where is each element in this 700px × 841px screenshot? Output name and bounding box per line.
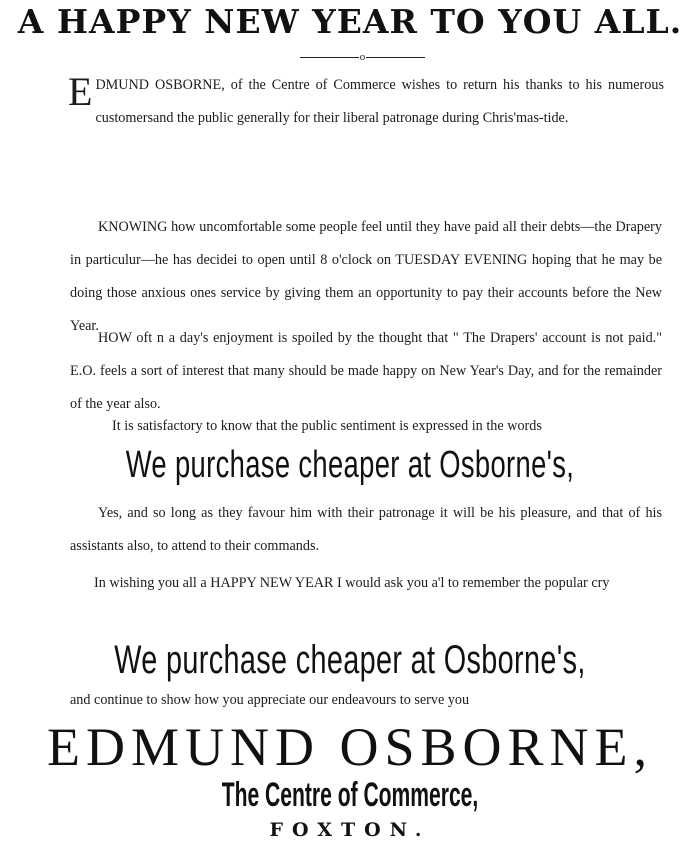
separator-rule [300, 50, 425, 64]
paragraph-thanks-text: DMUND OSBORNE, of the Centre of Commerce wishes to return his thanks to his numerous customersand the public generally for their liberal patronage during Chris'mas-tide. [95, 77, 664, 126]
separator-mark: o [359, 51, 366, 63]
slogan-second: We purchase cheaper at Osborne's, [114, 638, 586, 682]
paragraph-wishing: In wishing you all a HAPPY NEW YEAR I would ask you a'l to remember the popular cry [94, 575, 610, 591]
signature-name: EDMUND OSBORNE, [46, 717, 654, 777]
paragraph-how: HOW oft n a day's enjoyment is spoiled by the thought that " The Drapers' account is not paid." E.O. feels a sort of interest that many should be made happy on New Year's Day, and for the remainder of the year also. [70, 330, 662, 412]
drop-cap: E [68, 69, 93, 114]
slogan-first: We purchase cheaper at Osborne's, [125, 444, 575, 486]
signature-subtitle: The Centre of Commerce, [221, 776, 479, 814]
signature-town: FOXTON. [269, 819, 431, 841]
paragraph-favour: Yes, and so long as they favour him with their patronage it will be his pleasure, and that of his assistants also, to attend to their commands. [70, 505, 662, 554]
separator-line-left [300, 57, 359, 58]
paragraph-continue: and continue to show how you appreciate our endeavours to serve you [70, 692, 470, 708]
paragraph-thanks [68, 69, 664, 135]
paragraph-sentiment: It is satisfactory to know that the public sentiment is expressed in the words [112, 418, 542, 434]
paragraph-knowing: KNOWING how uncomfortable some people feel until they have paid all their debts—the Drapery in particulur—he has decidei to open until 8 o'clock on TUESDAY EVENING hoping that he may be doing those anxious ones service by giving them an opportunity to pay their accounts before the New Year. [70, 219, 662, 334]
headline: A HAPPY NEW YEAR TO YOU ALL. [17, 2, 683, 41]
separator-line-right [366, 57, 425, 58]
